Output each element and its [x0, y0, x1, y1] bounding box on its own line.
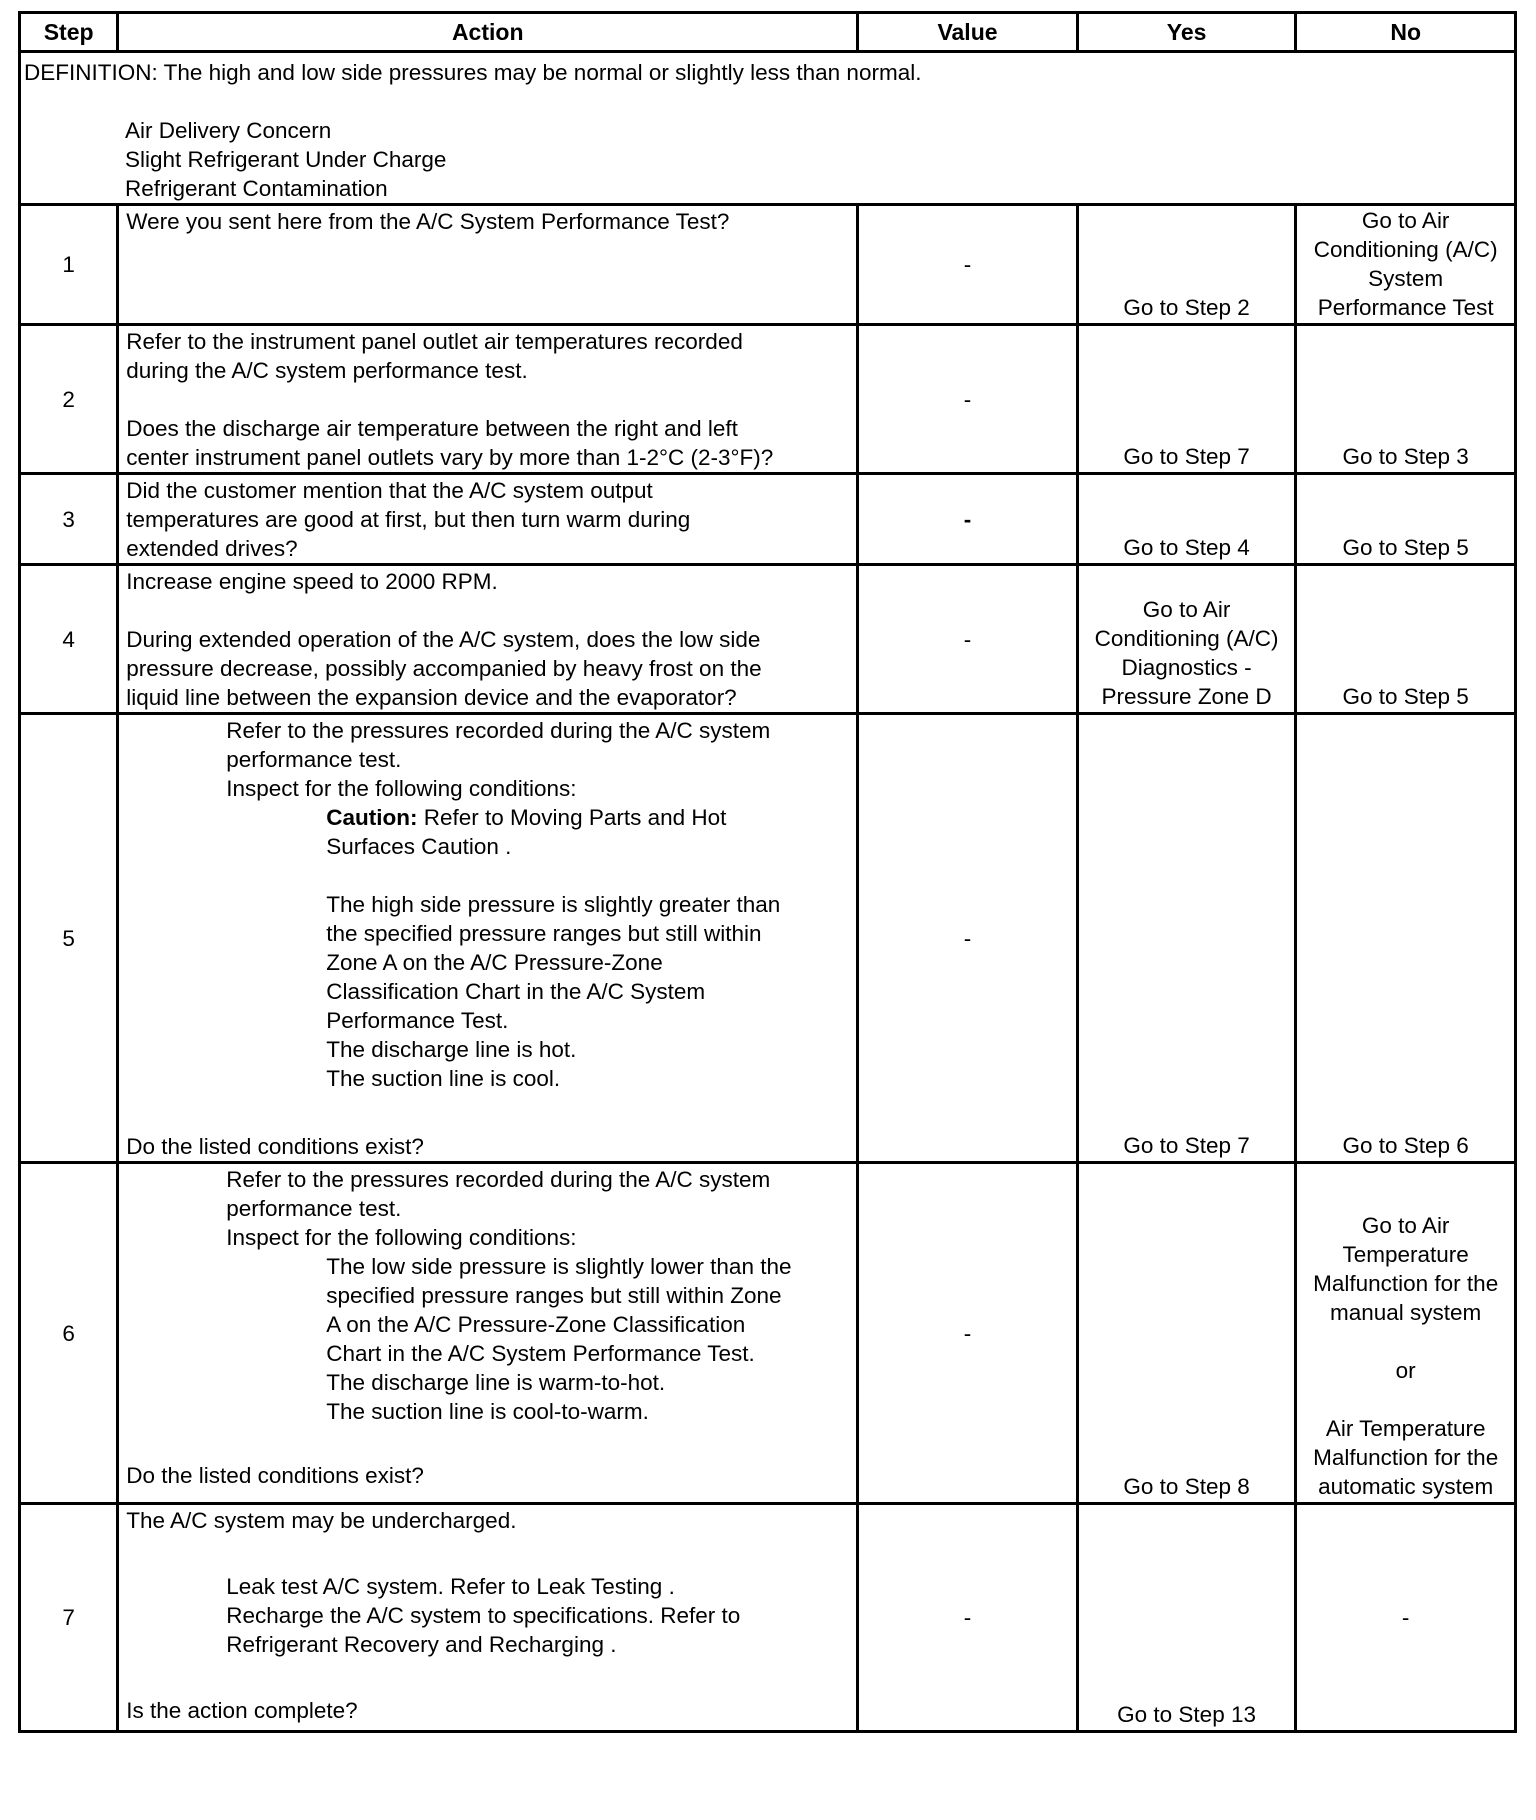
action-line: temperatures are good at first, but then turn warm during — [126, 507, 691, 532]
action-line: Increase engine speed to 2000 RPM. — [126, 569, 498, 594]
action-line: liquid line between the expansion device and the evaporator? — [126, 685, 737, 710]
definition-item: Air Delivery Concern — [125, 118, 332, 143]
condition-line: The high side pressure is slightly greater than — [326, 892, 781, 917]
no-line: Malfunction for the — [1313, 1445, 1499, 1470]
header-yes: Yes — [1077, 13, 1296, 52]
action-cell — [118, 1504, 858, 1732]
action-line: Were you sent here from the A/C System Performance Test? — [126, 209, 730, 234]
question-line: Do the listed conditions exist? — [126, 1134, 424, 1159]
value-cell: - — [858, 1504, 1078, 1732]
step-number: 6 — [20, 1163, 118, 1504]
header-step: Step — [20, 13, 118, 52]
no-line: Conditioning (A/C) — [1313, 237, 1498, 262]
action-cell — [118, 714, 858, 1163]
condition-line: specified pressure ranges but still within Zone — [326, 1283, 782, 1308]
condition-line: The suction line is cool-to-warm. — [326, 1399, 649, 1424]
step-number: 2 — [20, 325, 118, 474]
diagnostic-table — [18, 11, 1517, 1733]
no-cell — [1296, 205, 1516, 325]
no-line: System — [1368, 266, 1444, 291]
caution-label: Caution: — [326, 805, 418, 830]
caution-line: Surfaces Caution . — [326, 834, 512, 859]
condition-line: A on the A/C Pressure-Zone Classification — [326, 1312, 746, 1337]
value-cell: - — [858, 474, 1078, 565]
yes-line: Go to Air — [1142, 597, 1231, 622]
condition-line: Performance Test. — [326, 1008, 509, 1033]
yes-cell — [1077, 325, 1296, 474]
action-line: Inspect for the following conditions: — [226, 1225, 577, 1250]
condition-line: The discharge line is hot. — [326, 1037, 577, 1062]
step-number: 3 — [20, 474, 118, 565]
no-line: Temperature — [1342, 1242, 1469, 1267]
step-row — [20, 1504, 1516, 1732]
no-line: or — [1395, 1358, 1416, 1383]
definition-text: DEFINITION: The high and low side pressures may be normal or slightly less than normal. — [24, 60, 922, 85]
question-line: Is the action complete? — [126, 1698, 358, 1723]
header-row — [20, 13, 1516, 52]
no-line: Malfunction for the — [1313, 1271, 1499, 1296]
step-row — [20, 565, 1516, 714]
yes-cell — [1077, 474, 1296, 565]
caution-text: Refer to Moving Parts and Hot — [423, 805, 727, 830]
action-cell — [118, 325, 858, 474]
condition-line: Chart in the A/C System Performance Test. — [326, 1341, 755, 1366]
condition-line: Classification Chart in the A/C System — [326, 979, 706, 1004]
action-cell — [118, 205, 858, 325]
action-line: The A/C system may be undercharged. — [126, 1508, 517, 1533]
step-row — [20, 474, 1516, 565]
action-line: During extended operation of the A/C system, does the low side — [126, 627, 761, 652]
step-number: 1 — [20, 205, 118, 325]
caution-line — [126, 803, 849, 832]
action-line: during the A/C system performance test. — [126, 358, 528, 383]
yes-line: Go to Step 13 — [1117, 1702, 1256, 1727]
no-cell — [1296, 565, 1516, 714]
no-line: Go to Air — [1361, 1213, 1450, 1238]
no-line: Performance Test — [1317, 295, 1494, 320]
yes-line: Go to Step 4 — [1123, 535, 1250, 560]
yes-cell — [1077, 205, 1296, 325]
action-line: Inspect for the following conditions: — [226, 776, 577, 801]
yes-cell — [1077, 714, 1296, 1163]
definition-item: Refrigerant Contamination — [125, 176, 388, 201]
value-cell: - — [858, 1163, 1078, 1504]
condition-line: Refrigerant Recovery and Recharging . — [226, 1632, 617, 1657]
yes-line: Conditioning (A/C) — [1094, 626, 1279, 651]
yes-line: Go to Step 7 — [1123, 444, 1250, 469]
yes-line: Go to Step 7 — [1123, 1133, 1250, 1158]
condition-line: Leak test A/C system. Refer to Leak Testing . — [226, 1574, 675, 1599]
value-cell: - — [858, 714, 1078, 1163]
no-line: Go to Step 5 — [1342, 535, 1469, 560]
no-line: Air Temperature — [1325, 1416, 1486, 1441]
value-cell: - — [858, 565, 1078, 714]
action-cell — [118, 474, 858, 565]
yes-cell — [1077, 1504, 1296, 1732]
question-line: Do the listed conditions exist? — [126, 1463, 424, 1488]
no-cell — [1296, 714, 1516, 1163]
no-line: Go to Air — [1361, 208, 1450, 233]
header-no: No — [1296, 13, 1516, 52]
step-row — [20, 714, 1516, 1163]
definition-cell — [20, 52, 1516, 205]
action-line: performance test. — [226, 1196, 402, 1221]
header-action: Action — [118, 13, 858, 52]
action-line: Refer to the pressures recorded during the A/C system — [226, 1167, 771, 1192]
action-line: pressure decrease, possibly accompanied by heavy frost on the — [126, 656, 762, 681]
step-row — [20, 205, 1516, 325]
no-line: Go to Step 6 — [1342, 1133, 1469, 1158]
condition-line: The discharge line is warm-to-hot. — [326, 1370, 666, 1395]
yes-line: Go to Step 2 — [1123, 295, 1250, 320]
no-line: - — [1401, 1604, 1410, 1630]
yes-cell — [1077, 565, 1296, 714]
step-number: 5 — [20, 714, 118, 1163]
diagnostic-table-page — [18, 11, 1517, 1807]
no-line: Go to Step 5 — [1342, 684, 1469, 709]
yes-line: Go to Step 8 — [1123, 1474, 1250, 1499]
action-cell — [118, 565, 858, 714]
step-number: 7 — [20, 1504, 118, 1732]
definition-row — [20, 52, 1516, 205]
action-line: Refer to the pressures recorded during the A/C system — [226, 718, 771, 743]
no-line: automatic system — [1318, 1474, 1494, 1499]
condition-line: Recharge the A/C system to specifications. Refer to — [226, 1603, 741, 1628]
step-number: 4 — [20, 565, 118, 714]
step-row — [20, 325, 1516, 474]
definition-item: Slight Refrigerant Under Charge — [125, 147, 447, 172]
condition-line: Zone A on the A/C Pressure-Zone — [326, 950, 663, 975]
action-line: performance test. — [226, 747, 402, 772]
value-cell: - — [858, 205, 1078, 325]
value-cell: - — [858, 325, 1078, 474]
condition-line: The low side pressure is slightly lower than the — [326, 1254, 792, 1279]
yes-cell — [1077, 1163, 1296, 1504]
no-cell — [1296, 1163, 1516, 1504]
action-line: Does the discharge air temperature between the right and left — [126, 416, 738, 441]
action-line: center instrument panel outlets vary by more than 1-2°C (2-3°F)? — [126, 445, 774, 470]
no-cell — [1296, 1504, 1516, 1732]
yes-line: Diagnostics - — [1121, 655, 1252, 680]
action-line: extended drives? — [126, 536, 298, 561]
no-cell — [1296, 474, 1516, 565]
yes-line: Pressure Zone D — [1101, 684, 1272, 709]
action-cell — [118, 1163, 858, 1504]
step-row — [20, 1163, 1516, 1504]
header-value: Value — [858, 13, 1078, 52]
no-line: Go to Step 3 — [1342, 444, 1469, 469]
no-line: manual system — [1330, 1300, 1482, 1325]
action-line: Did the customer mention that the A/C system output — [126, 478, 653, 503]
condition-line: The suction line is cool. — [326, 1066, 561, 1091]
no-cell — [1296, 325, 1516, 474]
action-line: Refer to the instrument panel outlet air temperatures recorded — [126, 329, 743, 354]
condition-line: the specified pressure ranges but still within — [326, 921, 762, 946]
